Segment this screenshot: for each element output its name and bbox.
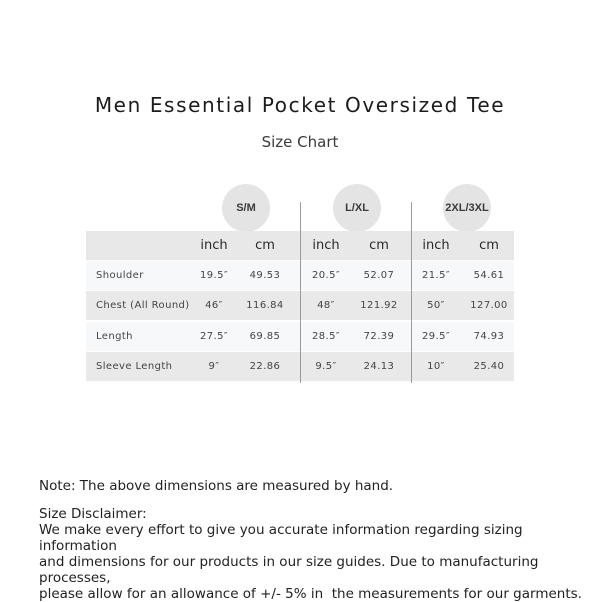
value-cell: 74.93 [473, 331, 505, 342]
unit-inch-2xl: inch [422, 238, 450, 253]
page-subtitle: Size Chart [261, 133, 339, 151]
value-cell: 9.5″ [315, 361, 337, 372]
disclaimer-line: and dimensions for our products in our size guides. Due to manufacturing processes, [39, 554, 539, 586]
page-title: Men Essential Pocket Oversized Tee [94, 93, 506, 117]
value-cell: 20.5″ [311, 270, 340, 281]
row-label: Chest (All Round) [96, 300, 190, 311]
value-cell: 116.84 [246, 300, 284, 311]
value-cell: 22.86 [249, 361, 281, 372]
unit-inch-lxl: inch [312, 238, 340, 253]
size-badge-sm: S/M [222, 184, 270, 232]
value-cell: 72.39 [363, 331, 395, 342]
unit-cm-lxl: cm [369, 238, 389, 253]
value-cell: 19.5″ [199, 270, 228, 281]
value-cell: 10″ [427, 361, 445, 372]
column-divider [411, 202, 412, 383]
value-cell: 69.85 [249, 331, 281, 342]
value-cell: 49.53 [249, 270, 281, 281]
value-cell: 29.5″ [421, 331, 450, 342]
row-label: Sleeve Length [96, 361, 173, 372]
value-cell: 27.5″ [199, 331, 228, 342]
disclaimer-line: please allow for an allowance of +/- 5% in the measurements for our garments. [39, 586, 582, 602]
column-divider [300, 202, 301, 383]
size-badge-lxl: L/XL [333, 184, 381, 232]
value-cell: 24.13 [363, 361, 395, 372]
value-cell: 46″ [205, 300, 223, 311]
value-cell: 48″ [317, 300, 335, 311]
disclaimer-line: We make every effort to give you accurate information regarding sizing information [39, 522, 523, 554]
size-disclaimer [39, 506, 582, 602]
value-cell: 121.92 [360, 300, 398, 311]
value-cell: 21.5″ [421, 270, 450, 281]
measurement-note: Note: The above dimensions are measured by hand. [39, 478, 394, 494]
value-cell: 25.40 [473, 361, 505, 372]
row-label: Shoulder [96, 270, 144, 281]
value-cell: 28.5″ [311, 331, 340, 342]
value-cell: 50″ [427, 300, 445, 311]
value-cell: 54.61 [473, 270, 505, 281]
unit-cm-2xl: cm [479, 238, 499, 253]
value-cell: 127.00 [470, 300, 508, 311]
size-badge-2xl3xl: 2XL/3XL [443, 184, 491, 232]
value-cell: 52.07 [363, 270, 395, 281]
unit-inch-sm: inch [200, 238, 228, 253]
disclaimer-title: Size Disclaimer: [39, 506, 147, 522]
unit-cm-sm: cm [255, 238, 275, 253]
value-cell: 9″ [208, 361, 220, 372]
row-label: Length [96, 331, 133, 342]
